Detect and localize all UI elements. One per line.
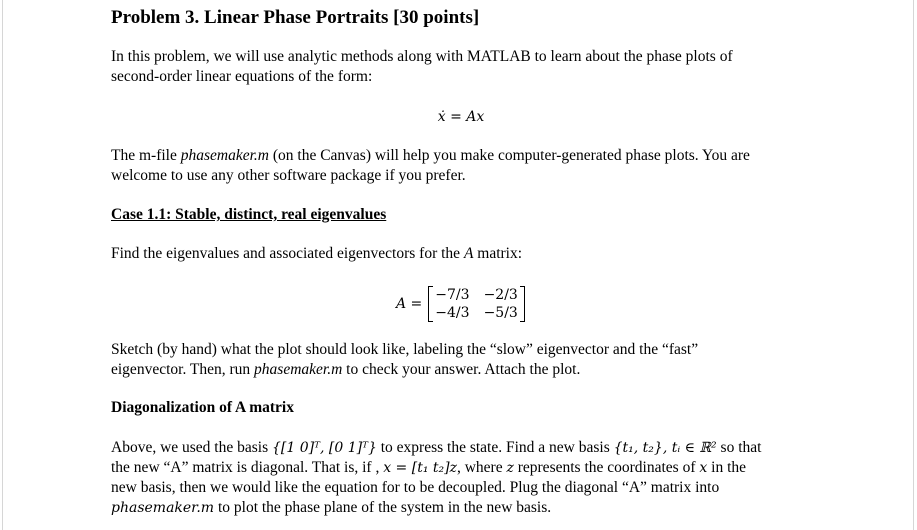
- sketch-line-2-before: eigenvector. Then, run: [111, 361, 255, 378]
- diag-paragraph: [111, 438, 811, 518]
- diag-l1-a: Above, we used the basis: [111, 439, 272, 456]
- diag-heading: Diagonalization of A matrix: [111, 399, 294, 416]
- intro-paragraph: [111, 47, 811, 87]
- find-before: Find the eigenvalues and associated eigenvectors for the: [111, 245, 464, 262]
- matrix-equation: [396, 284, 525, 324]
- find-paragraph: [111, 244, 811, 264]
- diag-l1-math1: {[1 0]ᵀ, [0 1]ᵀ}: [272, 440, 377, 456]
- intro-line-2: second-order linear equations of the form:: [111, 68, 373, 85]
- diag-line-1: [111, 438, 811, 458]
- diag-l4-after: to plot the phase plane of the system in the new basis.: [214, 499, 552, 516]
- find-line: [111, 244, 811, 264]
- matrix-entry-21: −4/3: [435, 305, 470, 321]
- diag-l1-math2: {t₁, t₂}, tᵢ ∈ ℝ²: [613, 440, 717, 456]
- sketch-filename: phasemaker.m: [254, 361, 343, 378]
- diag-line-3: new basis, then we would like the equation for to be decoupled. Plug the diagonal “A” matrix into: [111, 479, 720, 496]
- matrix-lhs: A =: [396, 296, 423, 312]
- sketch-line-2-after: to check your answer. Attach the plot.: [342, 361, 581, 378]
- mfile-line-1-after: (on the Canvas) will help you make computer-generated phase plots. You are: [268, 147, 750, 164]
- diag-l2-c: represents the coordinates of: [513, 459, 700, 476]
- diag-l4-file: phasemaker.m: [111, 500, 215, 516]
- mfile-line-2: welcome to use any other software package if you prefer.: [111, 167, 466, 184]
- mfile-line-1: [111, 146, 811, 166]
- document-page: [2, 0, 914, 530]
- diag-l2-d: in the: [707, 459, 747, 476]
- case-heading: Case 1.1: Stable, distinct, real eigenvalues: [111, 206, 387, 223]
- mfile-paragraph: [111, 146, 811, 186]
- sketch-line-2: [111, 360, 811, 380]
- mfile-filename: phasemaker.m: [180, 147, 269, 164]
- matrix-entry-11: −7/3: [435, 287, 470, 303]
- matrix-entry-22: −5/3: [483, 305, 518, 321]
- diag-l2-math1: x = [t₁ t₂]z: [383, 460, 457, 476]
- intro-line-1: In this problem, we will use analytic methods along with MATLAB to learn about the phase plots of: [111, 48, 733, 65]
- diag-l2-math3: x: [699, 460, 708, 476]
- diag-l2-a: the new “A” matrix is diagonal. That is, if ,: [111, 459, 384, 476]
- state-equation: [111, 108, 811, 126]
- sketch-line-1: Sketch (by hand) what the plot should look like, labeling the “slow” eigenvector and the “fast”: [111, 341, 699, 358]
- diag-line-4: [111, 498, 811, 518]
- mfile-line-1-before: The m-file: [111, 147, 181, 164]
- sketch-paragraph: [111, 340, 811, 380]
- matrix-grid: [433, 286, 520, 322]
- diag-l1-c: so that: [716, 439, 762, 456]
- diag-line-2: [111, 458, 811, 478]
- problem-title: Problem 3. Linear Phase Portraits [30 points]: [111, 7, 480, 28]
- equation-text: ẋ = Ax: [437, 109, 485, 125]
- matrix-right-bracket: [520, 286, 525, 322]
- find-after: matrix:: [473, 245, 523, 262]
- find-var: A: [463, 245, 474, 262]
- diag-l1-b: to express the state. Find a new basis: [376, 439, 614, 456]
- diag-l2-math2: z: [506, 460, 514, 476]
- diag-l2-b: , where: [456, 459, 507, 476]
- matrix-entry-12: −2/3: [483, 287, 518, 303]
